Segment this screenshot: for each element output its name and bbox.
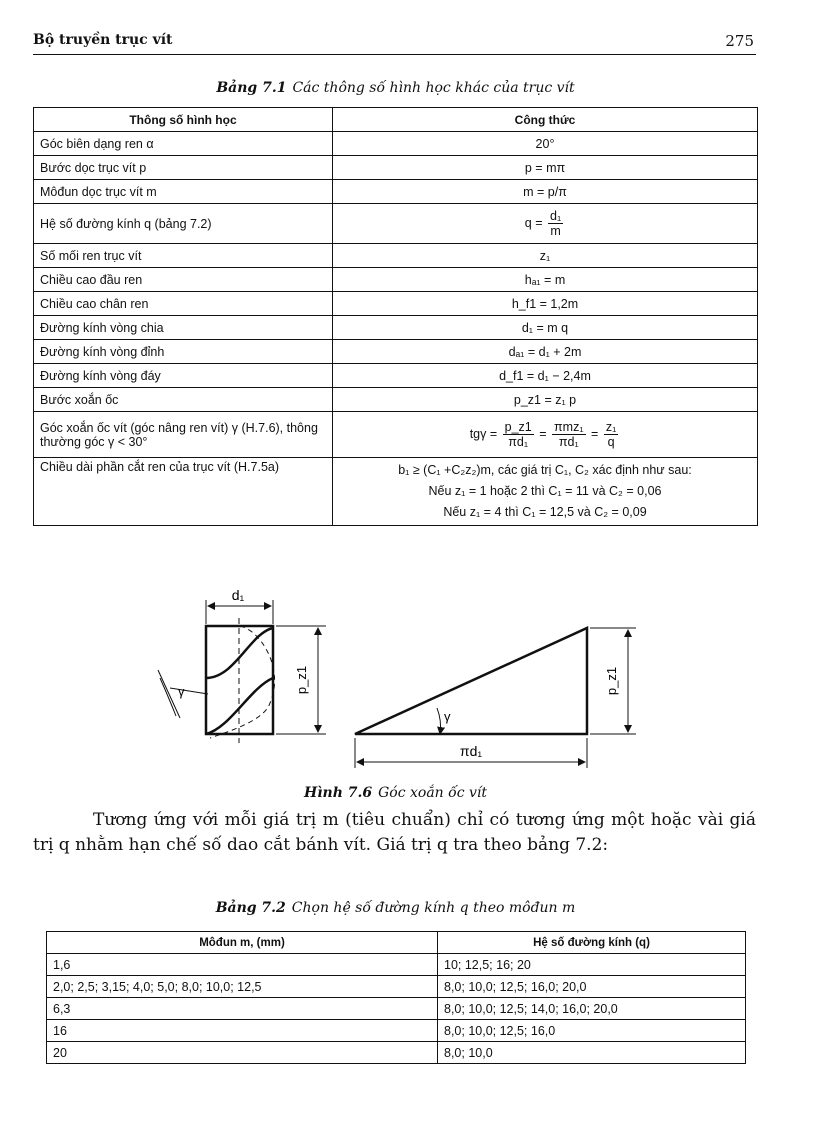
formula-cell: z₁: [333, 244, 758, 268]
table-row: [34, 156, 758, 180]
body-paragraph: [33, 808, 756, 858]
formula-cell: m = p/π: [333, 180, 758, 204]
table-row: [34, 180, 758, 204]
param-cell: Bước xoắn ốc: [34, 388, 333, 412]
paragraph-text: Tương ứng với mỗi giá trị m (tiêu chuẩn) chỉ có tương ứng một hoặc vài giá trị q nhằm hạn chế số dao cắt bánh vít. Giá trị q tra theo bảng 7.2:: [33, 810, 756, 855]
formula-cell: h_f1 = 1,2m: [333, 292, 758, 316]
table-row: [47, 1020, 746, 1042]
fraction: [604, 420, 618, 449]
table1-caption-text: Các thông số hình học khác của trục vít: [292, 80, 575, 96]
fraction: [548, 209, 563, 238]
table-row: [34, 244, 758, 268]
fraction: [552, 420, 586, 449]
table-header-row: [34, 108, 758, 132]
formula-cell: hₐ₁ = m: [333, 268, 758, 292]
table-row: [34, 268, 758, 292]
module-cell: 20: [47, 1042, 438, 1064]
formula-lhs: tgγ =: [469, 426, 498, 441]
pz1-right-label: p_z1: [604, 666, 619, 696]
module-cell: 1,6: [47, 954, 438, 976]
numerator: z₁: [605, 420, 617, 434]
formula-line: Nếu z₁ = 4 thì C₁ = 12,5 và C₂ = 0,09: [443, 505, 647, 519]
pz1-left-label: p_z1: [294, 665, 309, 695]
q-values-cell: 8,0; 10,0; 12,5; 16,0: [438, 1020, 746, 1042]
fraction: [503, 420, 534, 449]
numerator: p_z1: [504, 420, 532, 434]
table1-caption: [33, 80, 758, 96]
table-row: [34, 132, 758, 156]
param-cell: Số mối ren trục vít: [34, 244, 333, 268]
helix-angle-figure: [140, 588, 660, 778]
param-cell: Góc biên dạng ren α: [34, 132, 333, 156]
page-header: [33, 28, 756, 55]
param-cell: Môđun dọc trục vít m: [34, 180, 333, 204]
formula-cell: p = mπ: [333, 156, 758, 180]
geometry-parameters-table: [33, 107, 758, 526]
table-row: [47, 976, 746, 998]
q-values-cell: 8,0; 10,0: [438, 1042, 746, 1064]
param-cell: Góc xoắn ốc vít (góc nâng ren vít) γ (H.7.6), thông thường góc γ < 30°: [34, 412, 333, 458]
module-cell: 16: [47, 1020, 438, 1042]
table-row: [34, 316, 758, 340]
table-row: [34, 412, 758, 458]
numerator: πmz₁: [554, 420, 584, 434]
formula-cell: [333, 412, 758, 458]
table-header-row: [47, 932, 746, 954]
equals-sign: =: [539, 426, 547, 441]
table2-caption-label: Bảng 7.2: [215, 900, 286, 916]
running-title: Bộ truyền trục vít: [33, 32, 173, 48]
figure-caption-text: Góc xoắn ốc vít: [378, 785, 488, 801]
denominator: πd₁: [508, 435, 529, 449]
table-row: [47, 1042, 746, 1064]
denominator: πd₁: [558, 435, 579, 449]
module-q-table: [46, 931, 746, 1064]
formula-cell: [333, 204, 758, 244]
helix-diagram: [140, 588, 660, 778]
table-row: [47, 954, 746, 976]
column-header: Công thức: [333, 108, 758, 132]
formula-cell: 20°: [333, 132, 758, 156]
q-values-cell: 8,0; 10,0; 12,5; 16,0; 20,0: [438, 976, 746, 998]
table-row: [47, 998, 746, 1020]
formula-line: Nếu z₁ = 1 hoặc 2 thì C₁ = 11 và C₂ = 0,06: [428, 484, 662, 498]
param-cell: Bước dọc trục vít p: [34, 156, 333, 180]
formula-lhs: q =: [524, 215, 543, 230]
table-row: [34, 364, 758, 388]
q-values-cell: 8,0; 10,0; 12,5; 14,0; 16,0; 20,0: [438, 998, 746, 1020]
formula-cell: p_z1 = z₁ p: [333, 388, 758, 412]
param-cell: Đường kính vòng đáy: [34, 364, 333, 388]
table-row: [34, 204, 758, 244]
denominator: q: [607, 435, 615, 449]
formula-cell: dₐ₁ = d₁ + 2m: [333, 340, 758, 364]
module-cell: 2,0; 2,5; 3,15; 4,0; 5,0; 8,0; 10,0; 12,5: [47, 976, 438, 998]
table2-caption-text: Chọn hệ số đường kính q theo môđun m: [291, 900, 576, 916]
column-header: Môđun m, (mm): [47, 932, 438, 954]
table-row: [34, 292, 758, 316]
gamma-right-label: γ: [444, 709, 451, 724]
formula-cell: [333, 458, 758, 526]
module-cell: 6,3: [47, 998, 438, 1020]
param-cell: Đường kính vòng chia: [34, 316, 333, 340]
table-row: [34, 388, 758, 412]
formula-line: b₁ ≥ (C₁ +C₂z₂)m, các giá trị C₁, C₂ xác định như sau:: [398, 463, 692, 477]
column-header: Hệ số đường kính (q): [438, 932, 746, 954]
table2-caption: [33, 900, 758, 916]
column-header: Thông số hình học: [34, 108, 333, 132]
table1-caption-label: Bảng 7.1: [216, 80, 287, 96]
table-row: [34, 458, 758, 526]
d1-label: d₁: [231, 588, 245, 603]
helix-triangle: [355, 628, 587, 734]
figure-caption-label: Hình 7.6: [303, 785, 373, 801]
param-cell: Chiều cao đầu ren: [34, 268, 333, 292]
numerator: d₁: [550, 209, 562, 223]
param-cell: Đường kính vòng đỉnh: [34, 340, 333, 364]
q-values-cell: 10; 12,5; 16; 20: [438, 954, 746, 976]
denominator: m: [550, 224, 561, 238]
formula-cell: d_f1 = d₁ − 2,4m: [333, 364, 758, 388]
formula-cell: d₁ = m q: [333, 316, 758, 340]
param-cell: Chiều cao chân ren: [34, 292, 333, 316]
pid1-label: πd₁: [459, 743, 483, 759]
table-row: [34, 340, 758, 364]
gamma-left-label: γ: [178, 684, 185, 699]
page-number: 275: [725, 32, 754, 50]
param-cell: Hệ số đường kính q (bảng 7.2): [34, 204, 333, 244]
param-cell: Chiều dài phần cắt ren của trục vít (H.7.5a): [34, 458, 333, 526]
worm-cylinder: [206, 618, 275, 743]
figure-caption: [33, 785, 758, 801]
equals-sign: =: [591, 426, 599, 441]
